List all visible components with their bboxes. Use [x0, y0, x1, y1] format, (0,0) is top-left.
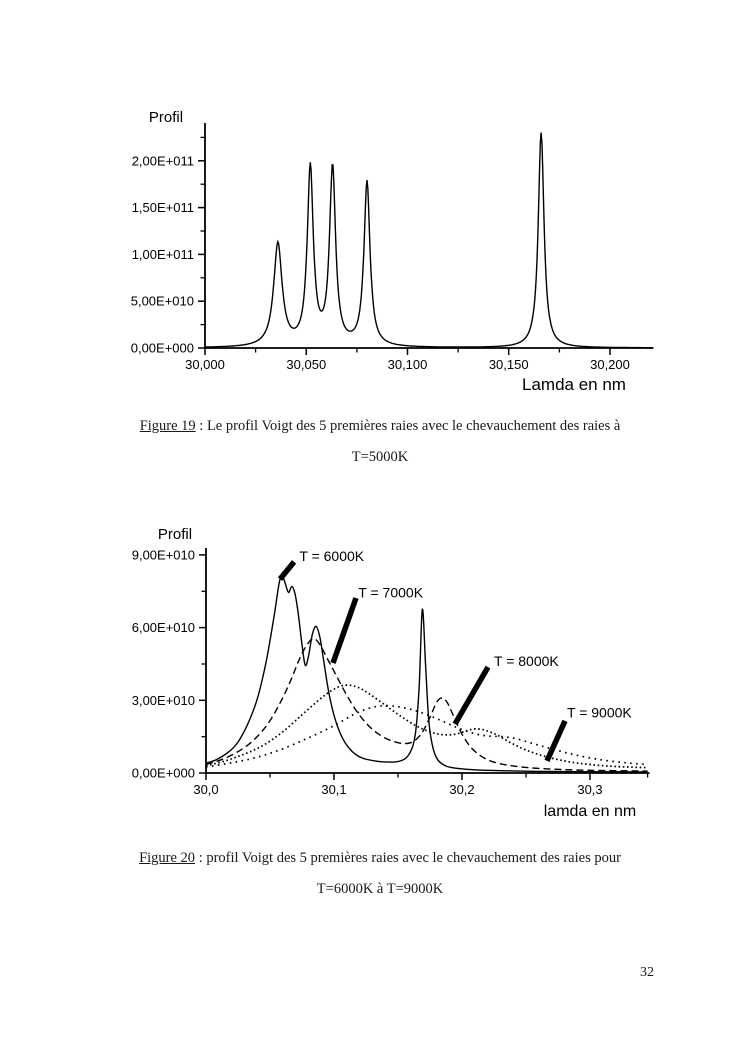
- y-tick-label: 3,00E+010: [131, 692, 195, 708]
- annotation-arrow: [455, 667, 488, 724]
- figure19-caption: [90, 417, 670, 466]
- annotation-label: T = 8000K: [494, 653, 559, 669]
- series-curve-solid: [205, 133, 652, 348]
- figure19-caption-text: : Le profil Voigt des 5 premières raies avec le chevauchement des raies à: [195, 418, 621, 434]
- annotation-arrow: [547, 721, 565, 761]
- axis-title-x: lamda en nm: [543, 803, 637, 820]
- x-tick-label: 30,1: [321, 782, 347, 797]
- y-tick-label: 0,00E+000: [130, 340, 194, 356]
- page-number: 32: [640, 965, 654, 980]
- axis-title-x: Lamda en nm: [522, 375, 626, 394]
- figure20-caption-label: Figure 20: [139, 850, 196, 866]
- y-tick-label: 2,00E+011: [131, 153, 194, 169]
- figure20-caption-line2: T=6000K à T=9000K: [316, 881, 444, 897]
- y-tick-label: 5,00E+010: [130, 293, 194, 309]
- annotation-label: T = 6000K: [299, 548, 365, 565]
- figure19-caption-line2: T=5000K: [351, 449, 409, 465]
- figure19-caption-line1: [90, 417, 670, 435]
- x-tick-label: 30,200: [590, 357, 630, 372]
- x-tick-label: 30,2: [449, 782, 475, 797]
- axis-title-y: Profil: [148, 109, 184, 126]
- x-tick-label: 30,3: [577, 782, 603, 797]
- figure20-caption-text: : profil Voigt des 5 premières raies avec le chevauchement des raies pour: [195, 850, 621, 866]
- y-tick-label: 9,00E+010: [131, 547, 195, 563]
- y-tick-label: 1,50E+011: [131, 200, 194, 216]
- annotation-arrow: [280, 562, 294, 579]
- x-tick-label: 30,150: [488, 357, 529, 372]
- figure19-caption-label: Figure 19: [139, 418, 196, 434]
- annotation-arrow: [333, 598, 356, 663]
- figure20-chart: [132, 526, 650, 820]
- figure20-caption-line1: [90, 849, 670, 867]
- annotation-label: T = 7000K: [358, 584, 424, 601]
- annotation-label: T = 9000K: [567, 704, 632, 721]
- axes: [205, 123, 654, 348]
- y-tick-label: 1,00E+011: [131, 246, 194, 262]
- axis-title-y: Profil: [157, 526, 193, 543]
- x-tick-label: 30,100: [387, 357, 428, 372]
- x-tick-label: 30,0: [193, 782, 219, 797]
- series-curve-solid: [206, 576, 648, 773]
- figure19-chart: [131, 109, 654, 394]
- figure20-caption: [90, 849, 670, 898]
- y-tick-label: 6,00E+010: [131, 620, 195, 636]
- x-tick-label: 30,000: [185, 357, 225, 372]
- x-tick-label: 30,050: [286, 357, 327, 372]
- y-tick-label: 0,00E+000: [131, 765, 195, 781]
